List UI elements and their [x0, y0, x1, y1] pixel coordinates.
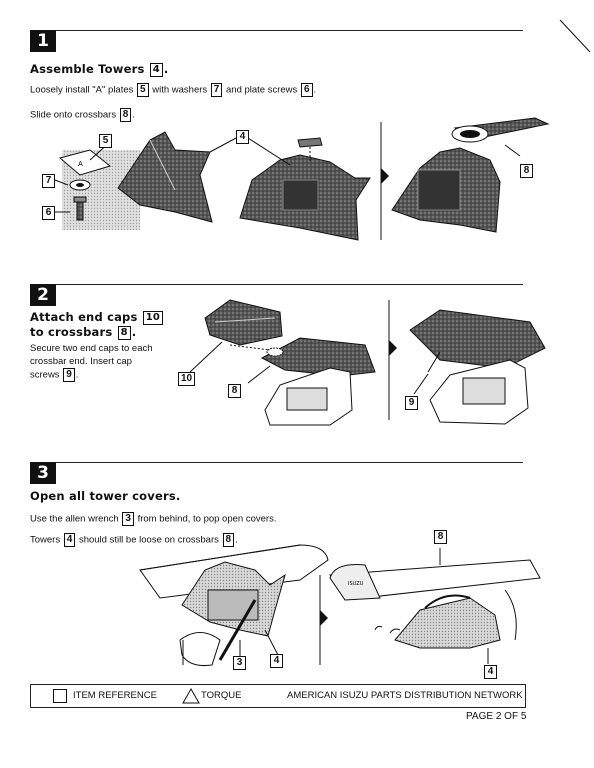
step-3-line-1-pre: Use the allen wrench	[30, 513, 119, 525]
step-3-line-2-pre: Towers	[30, 534, 61, 546]
callout-3: 3	[233, 656, 246, 670]
item-ref-8: 8	[223, 533, 235, 547]
step-1-line-1-post: and plate screws	[226, 84, 298, 96]
callout-5: 5	[99, 134, 112, 148]
step-2-title-line-1: Attach end caps	[30, 310, 138, 324]
step-3-line-1-post: from behind, to pop open covers.	[137, 513, 277, 525]
callout-9: 9	[405, 396, 418, 410]
item-ref-10: 10	[143, 311, 163, 325]
svg-text:ISUZU: ISUZU	[348, 581, 364, 587]
callout-4: 4	[270, 654, 283, 668]
item-reference-label: ITEM REFERENCE	[73, 690, 157, 701]
step-3-line-2-mid: should still be loose on crossbars	[78, 534, 219, 546]
callout-10: 10	[178, 372, 195, 386]
step-1-title-text: Assemble Towers	[30, 62, 145, 76]
callout-4: 4	[236, 130, 249, 144]
callout-6: 6	[42, 206, 55, 220]
item-ref-5: 5	[137, 83, 149, 97]
step-2-body-line-1: Secure two end caps to each	[30, 343, 153, 354]
torque-icon	[181, 687, 201, 707]
step-2-number: 2	[30, 284, 56, 306]
step-3-title: Open all tower covers.	[30, 489, 181, 503]
callout-4: 4	[484, 665, 497, 679]
callout-7: 7	[42, 174, 55, 188]
step-2-title-line-2: to crossbars	[30, 325, 113, 339]
torque-label: TORQUE	[201, 690, 242, 701]
item-ref-4: 4	[150, 63, 163, 77]
page-number: PAGE 2 OF 5	[466, 711, 527, 722]
item-ref-7: 7	[211, 83, 223, 97]
step-2-body: Secure two end caps to each crossbar end. Insert cap screws 9 .	[30, 343, 153, 381]
item-ref-8: 8	[120, 108, 132, 122]
svg-text:A: A	[78, 160, 83, 168]
item-reference-icon	[53, 689, 67, 703]
step-1-title: Assemble Towers 4 .	[30, 62, 169, 76]
callout-8: 8	[228, 384, 241, 398]
step-2-body-line-2: crossbar end. Insert cap	[30, 356, 132, 367]
step-3-line-2: Towers 4 should still be loose on crossbars 8 .	[30, 534, 238, 546]
step-1-line-1-pre: Loosely install "A" plates	[30, 84, 134, 96]
item-ref-9: 9	[63, 368, 75, 382]
footer-legend	[30, 684, 526, 708]
step-1-number: 1	[30, 30, 56, 52]
step-1-line-1-mid: with washers	[152, 84, 208, 96]
item-ref-3: 3	[122, 512, 134, 526]
callout-8: 8	[434, 530, 447, 544]
step-2-title: Attach end caps 10 to crossbars 8 .	[30, 310, 164, 340]
item-ref-8: 8	[118, 326, 131, 340]
item-ref-6: 6	[301, 83, 313, 97]
callout-8: 8	[520, 164, 533, 178]
step-3-number: 3	[30, 462, 56, 484]
step-1-line-1: Loosely install "A" plates 5 with washers 7 and plate screws 6 .	[30, 84, 317, 96]
step-1-line-2: Slide onto crossbars 8 .	[30, 109, 135, 121]
step-2-body-line-3: screws	[30, 369, 60, 381]
item-ref-4: 4	[64, 533, 76, 547]
step-1-line-2-pre: Slide onto crossbars	[30, 109, 117, 121]
network-label: AMERICAN ISUZU PARTS DISTRIBUTION NETWORK	[287, 690, 523, 701]
